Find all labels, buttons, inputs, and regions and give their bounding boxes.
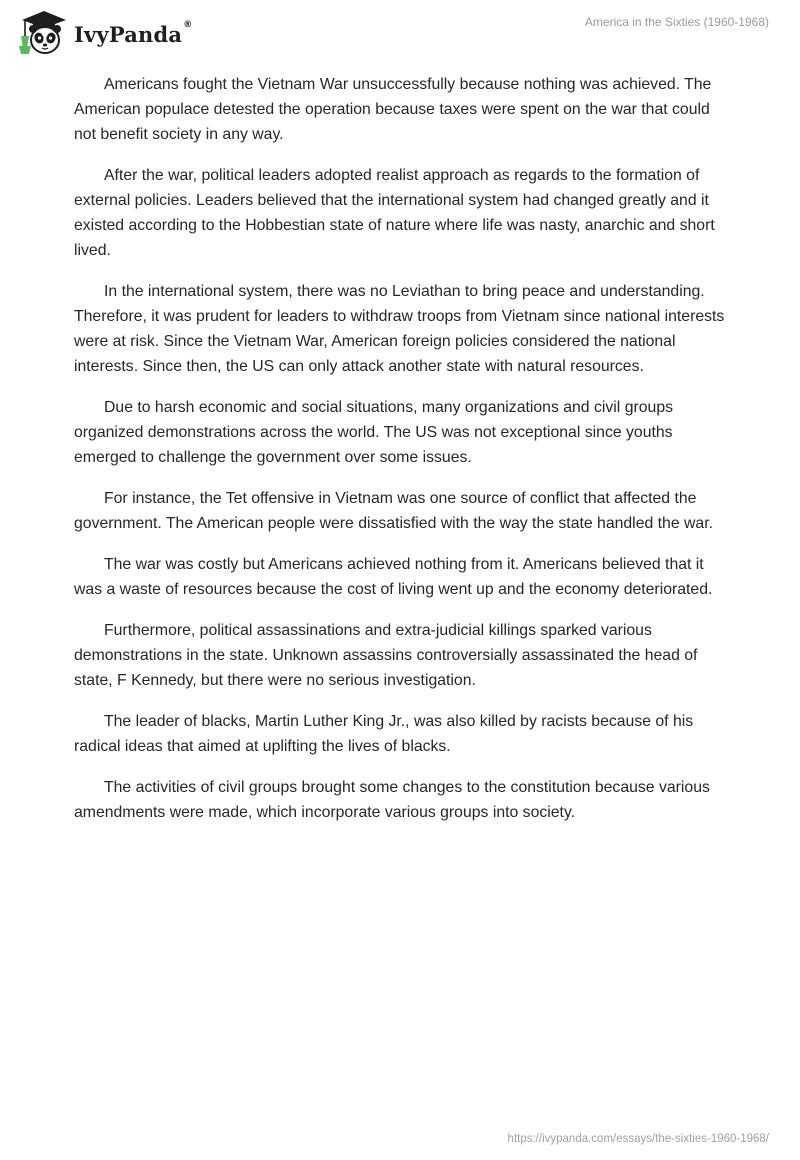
paragraph: The activities of civil groups brought some changes to the constitution because various amendments were made, which incorporate various groups into society. — [74, 779, 710, 821]
brand-name: IvyPanda® — [74, 19, 193, 47]
document-title: America in the Sixties (1960-1968) — [584, 15, 769, 29]
paragraph: Furthermore, political assassinations and extra-judicial killings sparked various demonstrations in the state. Unknown assassins controversially assassinated the head of state, F Kennedy, but there were no serious investigation. — [74, 622, 698, 689]
ivypanda-logo[interactable] — [14, 8, 192, 56]
source-url-link[interactable]: https://ivypanda.com/essays/the-sixties-1960-1968/ — [507, 1133, 769, 1145]
paragraph: After the war, political leaders adopted realist approach as regards to the formation of external policies. Leaders believed that the international system had changed greatly and it existed according to the Hobbestian state of nature where life was nasty, anarchic and short lived. — [74, 167, 715, 259]
paragraph: For instance, the Tet offensive in Vietnam was one source of conflict that affected the government. The American people were dissatisfied with the way the state handled the war. — [74, 490, 713, 532]
page-header — [0, 0, 800, 64]
paragraph: In the international system, there was no Leviathan to bring peace and understanding. Therefore, it was prudent for leaders to withdraw troops from Vietnam since national interests were at risk. Since the Vietnam War, American foreign policies considered the national interests. Since then, the US can only attack another state with natural resources. — [74, 283, 725, 375]
paragraph: The leader of blacks, Martin Luther King Jr., was also killed by racists because of his radical ideas that aimed at uplifting the lives of blacks. — [74, 713, 694, 755]
panda-graduate-logo-icon — [14, 8, 70, 56]
paragraph: Americans fought the Vietnam War unsuccessfully because nothing was achieved. The American populace detested the operation because taxes were spent on the war that could not benefit society in any way. — [74, 76, 712, 143]
essay-body — [74, 72, 726, 841]
paragraph: The war was costly but Americans achieved nothing from it. Americans believed that it was a waste of resources because the cost of living went up and the economy deteriorated. — [74, 556, 713, 598]
registered-mark: ® — [183, 19, 193, 30]
paragraph: Due to harsh economic and social situations, many organizations and civil groups organized demonstrations across the world. The US was not exceptional since youths emerged to challenge the government over some issues. — [74, 399, 673, 466]
